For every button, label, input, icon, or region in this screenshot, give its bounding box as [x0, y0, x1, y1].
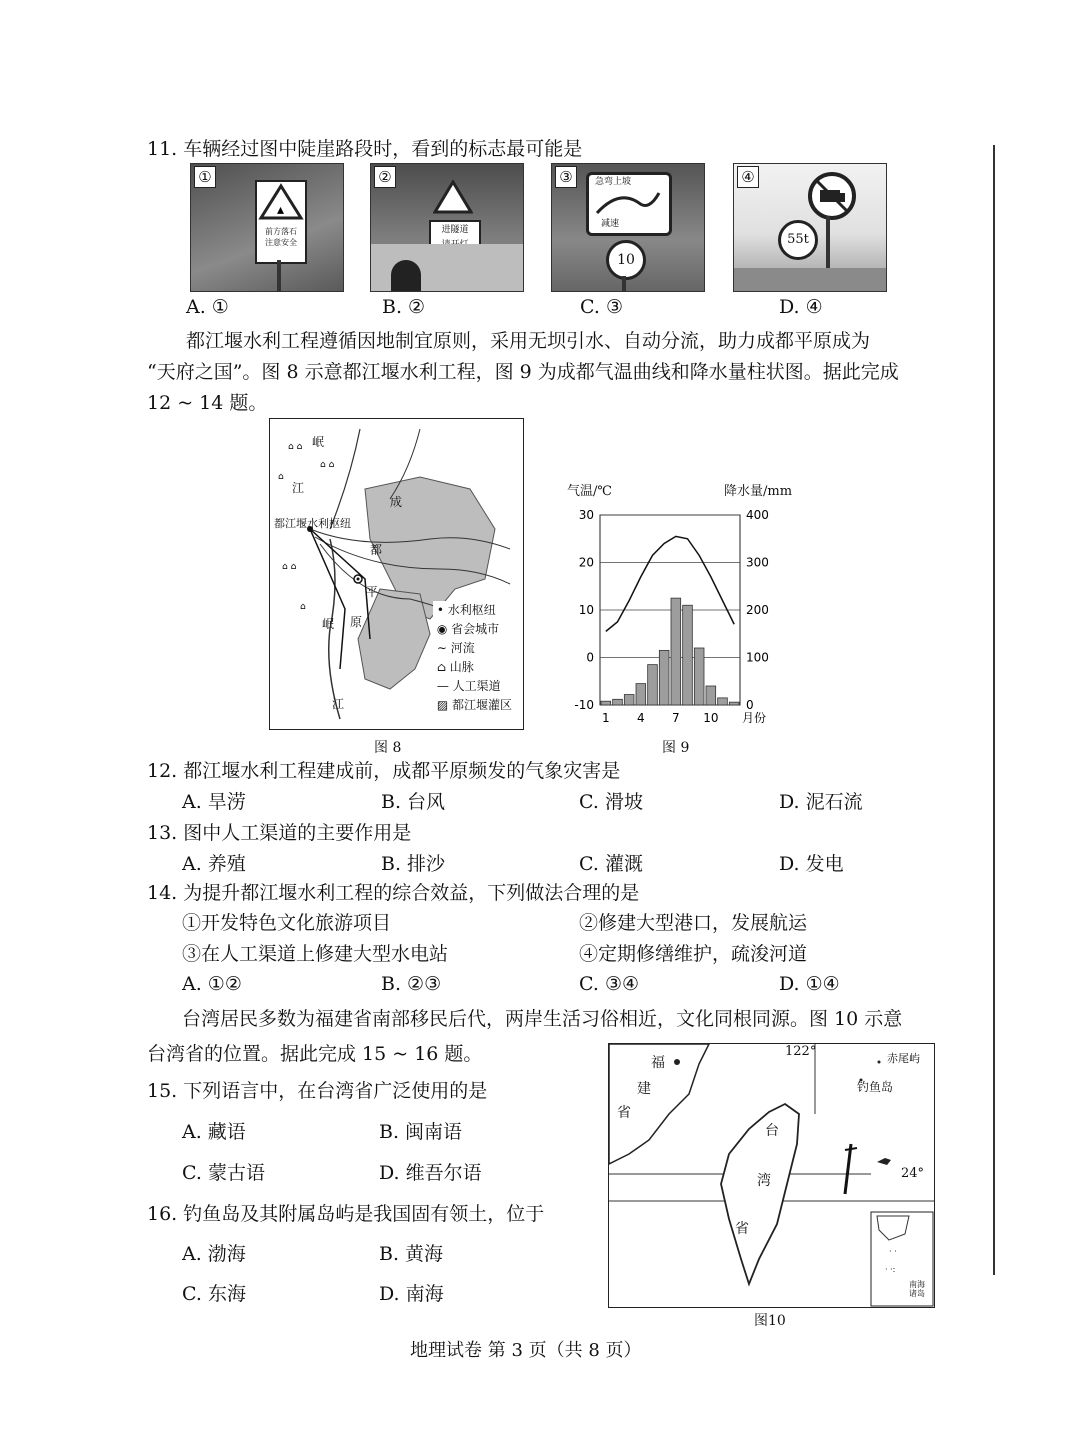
q16-option-c[interactable]: C. 东海	[182, 1283, 246, 1305]
precip-bar	[694, 648, 704, 705]
q13-option-b[interactable]: B. 排沙	[381, 853, 446, 875]
legend-hub: • 水利枢纽	[433, 603, 496, 617]
legend-river: ∼ 河流	[433, 641, 475, 655]
legend-capital: ◉ 省会城市	[433, 622, 500, 636]
q14-statement-1: ①开发特色文化旅游项目	[182, 912, 392, 934]
map-label: 省	[617, 1105, 631, 1121]
fig8-dujiangyan-map	[269, 418, 524, 730]
falling-rock-sign	[255, 180, 307, 264]
intro2-line1: 台湾居民多数为福建省南部移民后代，两岸生活习俗相近，文化同根同源。图 10 示意	[182, 1008, 903, 1030]
speed-limit-sign: 10	[606, 240, 646, 280]
map-label: 岷	[322, 617, 335, 631]
q16-option-a[interactable]: A. 渤海	[182, 1243, 246, 1265]
x-tick-label: 4	[637, 711, 645, 725]
photo-3	[551, 163, 705, 292]
precip-bar	[648, 665, 658, 705]
q16-stem: 16. 钓鱼岛及其附属岛屿是我国固有领土，位于	[147, 1203, 545, 1225]
curve-icon	[589, 189, 663, 215]
x-tick-label: 7	[672, 711, 680, 725]
photo-number: ②	[374, 166, 396, 188]
legend-canal: — 人工渠道	[433, 679, 501, 693]
q14-option-d[interactable]: D. ①④	[779, 973, 840, 995]
precip-bar	[706, 686, 716, 705]
q12-stem: 12. 都江堰水利工程建成前，成都平原频发的气象灾害是	[147, 760, 621, 782]
precip-bar	[683, 605, 693, 705]
svg-text:▴: ▴	[277, 202, 285, 218]
q14-statement-3: ③在人工渠道上修建大型水电站	[182, 943, 449, 965]
y-left-tick-label: 30	[578, 508, 594, 522]
sign-text-2: 注意安全	[265, 238, 297, 247]
page-footer: 地理试卷 第 3 页（共 8 页）	[410, 1340, 642, 1361]
q15-option-b[interactable]: B. 闽南语	[379, 1121, 463, 1143]
map-label: 台	[765, 1123, 779, 1139]
x-unit-label: 月份	[742, 711, 767, 725]
q13-option-c[interactable]: C. 灌溉	[579, 853, 643, 875]
truck-icon	[812, 176, 852, 216]
sign-text-1: 急弯上坡	[595, 177, 632, 187]
intro2-line2: 台湾省的位置。据此完成 15 ~ 16 题。	[147, 1043, 483, 1065]
map-label: 钓鱼岛	[857, 1080, 894, 1094]
map-label: 原	[350, 615, 363, 629]
no-trucks-sign	[808, 172, 856, 220]
q12-option-d[interactable]: D. 泥石流	[779, 791, 863, 813]
svg-text:· ·:: · ·:	[885, 1265, 896, 1274]
warning-triangle-icon	[257, 182, 305, 222]
photo-4	[733, 163, 887, 292]
y-right-tick-label: 100	[746, 650, 769, 665]
y-right-tick-label: 0	[746, 698, 754, 712]
intro1-line1: 都江堰水利工程遵循因地制宜原则，采用无坝引水、自动分流，助力成都平原成为	[186, 330, 871, 352]
photo-number: ④	[737, 166, 759, 188]
sign-text-2: 减速	[601, 219, 620, 229]
fig9-climate-chart	[560, 500, 770, 735]
fig9-caption: 图 9	[662, 740, 690, 756]
y-right-tick-label: 200	[746, 603, 769, 617]
map-label: 省	[735, 1221, 749, 1237]
q12-option-b[interactable]: B. 台风	[381, 791, 446, 813]
map-label: 福	[651, 1055, 665, 1071]
q11-option-d[interactable]: D. ④	[779, 296, 823, 318]
q14-stem: 14. 为提升都江堰水利工程的综合效益，下列做法合理的是	[147, 882, 640, 904]
svg-text:⌂ ⌂: ⌂ ⌂	[320, 460, 335, 470]
svg-text:⌂ ⌂: ⌂ ⌂	[282, 562, 297, 572]
q12-option-c[interactable]: C. 滑坡	[579, 791, 643, 813]
fig10-caption: 图10	[754, 1313, 786, 1329]
warning-triangle-icon	[433, 180, 473, 214]
legend-irrigation: ▨ 都江堰灌区	[433, 698, 512, 712]
precip-bar	[636, 684, 646, 705]
legend-mountain: ⌂ 山脉	[433, 660, 474, 674]
photo-2	[370, 163, 524, 292]
fig9-right-axis-title: 降水量/mm	[724, 484, 793, 499]
q14-option-a[interactable]: A. ①②	[182, 973, 242, 995]
y-left-tick-label: 10	[578, 603, 594, 617]
map-label: 湾	[757, 1173, 771, 1189]
page-margin-rule	[993, 145, 995, 1275]
map-label: 岷	[312, 435, 325, 449]
map-label: 江	[332, 697, 345, 711]
meridian-label: 122°	[785, 1044, 817, 1059]
q14-option-c[interactable]: C. ③④	[579, 973, 640, 995]
q13-option-a[interactable]: A. 养殖	[182, 853, 246, 875]
road	[734, 268, 886, 291]
temperature-line	[606, 536, 734, 631]
map-label: 成	[390, 495, 403, 509]
svg-text:⌂: ⌂	[300, 602, 306, 612]
q15-option-a[interactable]: A. 藏语	[182, 1121, 246, 1143]
weight-limit-sign: 55t	[778, 220, 818, 260]
sign-text-1: 前方落石	[265, 227, 297, 236]
photo-number: ③	[555, 166, 577, 188]
q15-stem: 15. 下列语言中，在台湾省广泛使用的是	[147, 1080, 488, 1102]
precip-bar	[613, 699, 623, 705]
q15-option-c[interactable]: C. 蒙古语	[182, 1162, 265, 1184]
fig8-legend	[433, 601, 521, 727]
precip-bar	[718, 698, 728, 705]
intro1-line3: 12 ~ 14 题。	[147, 392, 268, 414]
y-right-tick-label: 400	[746, 508, 769, 522]
precip-bar	[601, 701, 611, 705]
y-right-tick-label: 300	[746, 555, 769, 570]
q14-statement-4: ④定期修缮维护，疏浚河道	[579, 943, 808, 965]
fig10-taiwan-map	[608, 1043, 935, 1308]
map-label: 都	[370, 543, 383, 557]
q12-option-a[interactable]: A. 旱涝	[182, 791, 246, 813]
q11-option-b[interactable]: B. ②	[382, 296, 426, 318]
q14-option-b[interactable]: B. ②③	[381, 973, 442, 995]
q11-option-a[interactable]: A. ①	[186, 296, 229, 318]
x-tick-label: 1	[602, 711, 610, 725]
y-left-tick-label: -10	[574, 698, 594, 712]
map-label: 赤尾屿	[887, 1052, 920, 1065]
q13-option-d[interactable]: D. 发电	[779, 853, 844, 875]
map-label-dujiangyan: 都江堰水利枢纽	[274, 517, 351, 530]
map-label: 建	[637, 1081, 651, 1097]
map-label: 江	[292, 481, 305, 495]
y-left-tick-label: 0	[586, 650, 594, 665]
map-label: 平	[366, 585, 379, 599]
q15-option-d[interactable]: D. 维吾尔语	[379, 1162, 482, 1184]
q11-option-c[interactable]: C. ③	[580, 296, 623, 318]
parallel-label: 24°	[901, 1166, 925, 1181]
curve-uphill-sign	[586, 172, 672, 236]
q14-statement-2: ②修建大型港口，发展航运	[579, 912, 808, 934]
q13-stem: 13. 图中人工渠道的主要作用是	[147, 822, 412, 844]
svg-text:⌂: ⌂	[278, 472, 284, 482]
precip-bar	[729, 702, 739, 705]
y-left-tick-label: 20	[578, 555, 594, 570]
precip-bar	[671, 598, 681, 705]
sign-text-1: 进隧道	[441, 225, 469, 235]
x-tick-label: 10	[703, 711, 719, 725]
svg-text:⌂ ⌂: ⌂ ⌂	[288, 442, 303, 452]
photo-number: ①	[194, 166, 216, 188]
q16-option-d[interactable]: D. 南海	[379, 1283, 444, 1305]
q16-option-b[interactable]: B. 黄海	[379, 1243, 444, 1265]
svg-text:· ·: · ·	[889, 1247, 897, 1256]
photo-1	[190, 163, 344, 292]
fig8-caption: 图 8	[374, 740, 402, 756]
q11-stem: 11. 车辆经过图中陡崖路段时，看到的标志最可能是	[147, 138, 583, 160]
inset-label: 南海诸岛	[909, 1280, 925, 1298]
intro1-line2: “天府之国”。图 8 示意都江堰水利工程，图 9 为成都气温曲线和降水量柱状图。据此完成	[147, 361, 899, 383]
fig9-left-axis-title: 气温/℃	[567, 484, 612, 499]
precip-bar	[624, 695, 634, 705]
precip-bar	[659, 650, 669, 705]
